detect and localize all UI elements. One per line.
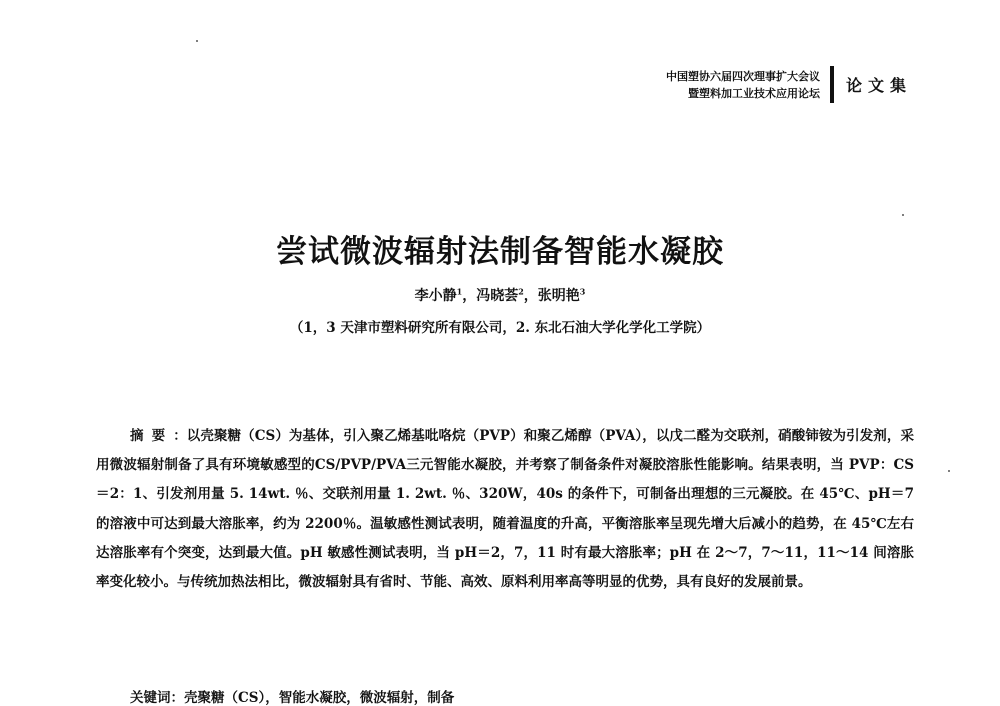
author-separator: ， [462,288,477,304]
scan-speck [948,470,950,472]
affiliation: （1，3 天津市塑料研究所有限公司，2. 东北石油大学化学化工学院） [289,320,711,336]
abstract-text: 以壳聚糖（CS）为基体，引入聚乙烯基吡咯烷（PVP）和聚乙烯醇（PVA），以戊二醛为交联剂，硝酸铈铵为引发剂，采用微波辐射制备了具有环境敏感型的CS/PVP/PVA三元智能水凝胶，并考察了制备条件对凝胶溶胀性能影响。结果表明，当 PVP：CS＝2：1、引发剂用量 5. 14wt. ％、交联剂用量 1. 2wt. ％、320W，40s 的条件下，可制备出理想的三元凝胶。在 45℃、pH＝7 的溶液中可达到最大溶胀率，约为 2200％。温敏感性测试表明，随着温度的升高，平衡溶胀率呈现先增大后减小的趋势，在 45℃左右达溶胀率有个突变，达到最大值。pH 敏感性测试表明，当 pH＝2，7，11 时有最大溶胀率；pH 在 2～7，7～11，11～14 间溶胀率变化较小。与传统加热法相比，微波辐射具有省时、节能、高效、原料利用率高等明显的优势，具有良好的发展前景。 [96,428,914,591]
collection-label: 论文集 [845,76,912,95]
abstract-label: 摘要 [130,428,174,444]
author-list [0,285,1000,305]
author-separator: ， [523,288,538,304]
paper-title: 尝试微波辐射法制备智能水凝胶 [276,234,724,270]
conference-name [666,68,820,102]
header-divider [830,66,834,103]
keywords-text: 壳聚糖（CS），智能水凝胶，微波辐射，制备 [184,690,455,706]
author-name: 冯晓荟 [476,288,519,304]
conference-header [666,66,912,103]
abstract-label-colon: ： [173,428,187,444]
conference-line-1: 中国塑协六届四次理事扩大会议 [665,69,820,83]
author-affil-mark: 2 [518,286,524,297]
abstract-paragraph [96,422,914,597]
conference-line-2: 暨塑料加工业技术应用论坛 [687,86,820,100]
scan-speck [902,214,904,216]
author-name: 李小静 [414,288,457,304]
author-name: 张明艳 [537,288,580,304]
keywords-line [96,686,914,706]
author-affil-mark: 1 [456,286,463,297]
scan-speck [196,40,198,42]
author-affil-mark: 3 [579,286,586,297]
keywords-label: 关键词 [130,690,171,706]
keywords-label-colon: ： [170,690,184,706]
